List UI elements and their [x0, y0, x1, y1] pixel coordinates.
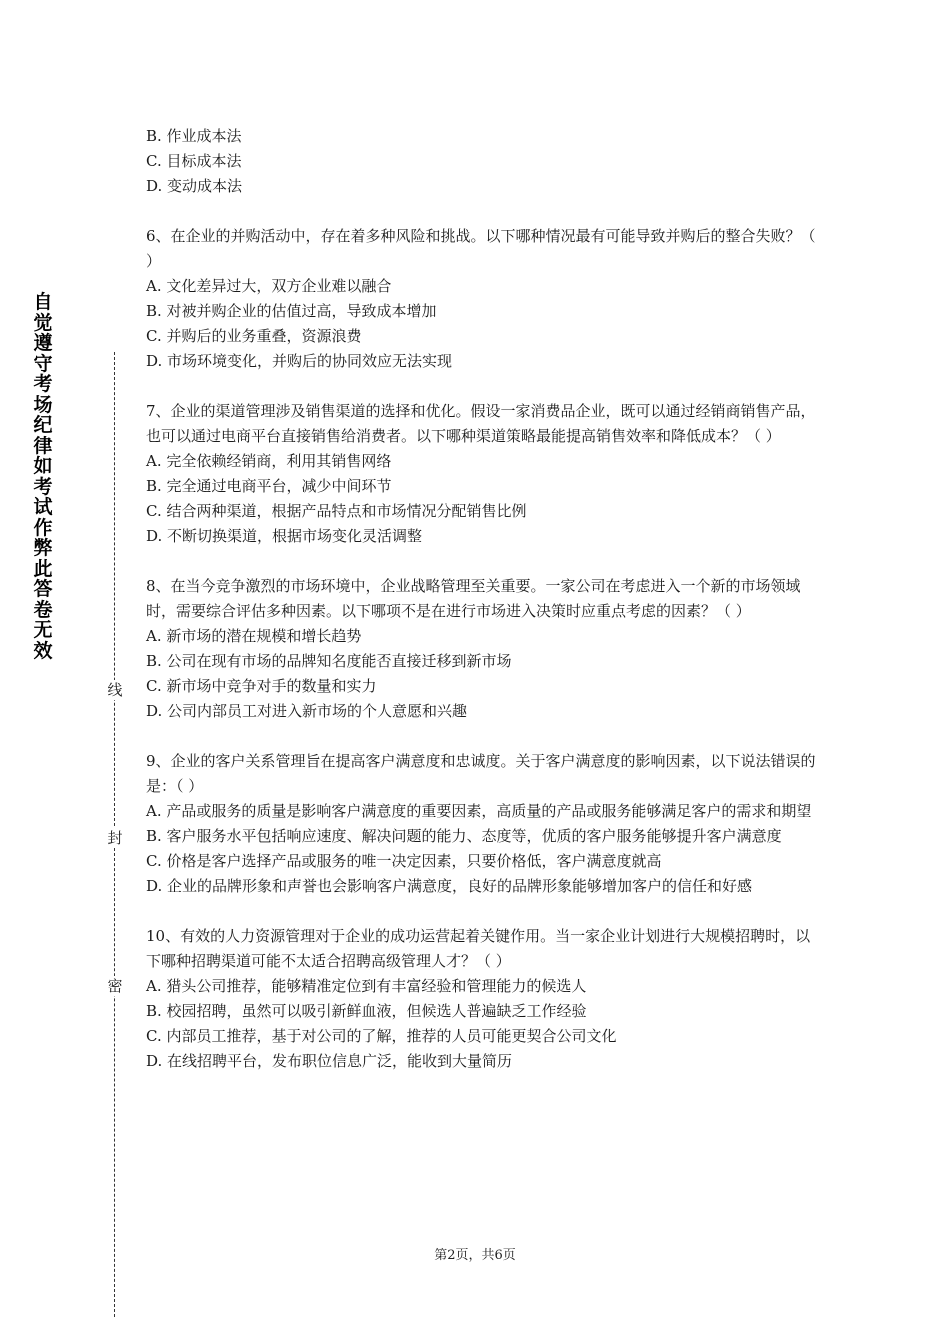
option: A. 文化差异过大，双方企业难以融合 — [146, 277, 392, 295]
warning-char: 卷 — [33, 598, 53, 621]
warning-char: 考 — [33, 373, 53, 395]
warning-char: 作 — [33, 516, 53, 539]
warning-char: 守 — [33, 352, 53, 375]
question-stem: 8、在当今竞争激烈的市场环境中，企业战略管理至关重要。一家公司在考虑进入一个新的市场领域时，需要综合评估多种因素。以下哪项不是在进行市场进入决策时应重点考虑的因素？（ ） — [146, 577, 801, 620]
warning-char: 如 — [33, 455, 53, 477]
option: B. 完全通过电商平台，减少中间环节 — [146, 477, 392, 495]
warning-char: 自 — [33, 291, 53, 313]
question-content — [146, 124, 816, 1074]
option: D. 公司内部员工对进入新市场的个人意愿和兴趣 — [146, 702, 468, 720]
warning-char: 效 — [33, 639, 53, 662]
warning-char: 律 — [33, 434, 53, 457]
warning-char: 答 — [33, 578, 53, 600]
warning-char: 试 — [33, 496, 53, 518]
exam-discipline-warning — [30, 292, 56, 661]
question-stem: 6、在企业的并购活动中，存在着多种风险和挑战。以下哪种情况最有可能导致并购后的整合失败？（ ） — [146, 227, 816, 270]
warning-char: 场 — [33, 393, 53, 416]
option: A. 完全依赖经销商，利用其销售网络 — [146, 452, 392, 470]
option: D. 企业的品牌形象和声誉也会影响客户满意度，良好的品牌形象能够增加客户的信任和好感 — [146, 877, 753, 895]
option: C. 结合两种渠道，根据产品特点和市场情况分配销售比例 — [146, 502, 527, 520]
option: B. 对被并购企业的估值过高，导致成本增加 — [146, 302, 437, 320]
question-6 — [146, 224, 816, 374]
question-stem: 7、企业的渠道管理涉及销售渠道的选择和优化。假设一家消费品企业，既可以通过经销商销售产品，也可以通过电商平台直接销售给消费者。以下哪种渠道策略最能提高销售效率和降低成本？（ ） — [146, 402, 816, 445]
warning-char: 无 — [33, 619, 53, 641]
question-9 — [146, 749, 816, 899]
option: D. 变动成本法 — [146, 177, 243, 195]
option: D. 不断切换渠道，根据市场变化灵活调整 — [146, 527, 423, 545]
option: B. 客户服务水平包括响应速度、解决问题的能力、态度等，优质的客户服务能够提升客户满意度 — [146, 827, 782, 845]
question-stem: 10、有效的人力资源管理对于企业的成功运营起着关键作用。当一家企业计划进行大规模招聘时，以下哪种招聘渠道可能不太适合招聘高级管理人才？（ ） — [146, 927, 811, 970]
option: C. 新市场中竞争对手的数量和实力 — [146, 677, 377, 695]
warning-char: 考 — [33, 475, 53, 498]
binding-label-feng: 封 — [105, 828, 125, 848]
option: B. 校园招聘，虽然可以吸引新鲜血液，但候选人普遍缺乏工作经验 — [146, 1002, 587, 1020]
warning-char: 觉 — [33, 311, 53, 334]
option: B. 公司在现有市场的品牌知名度能否直接迁移到新市场 — [146, 652, 512, 670]
continued-options — [146, 124, 816, 199]
option: C. 并购后的业务重叠，资源浪费 — [146, 327, 362, 345]
question-8 — [146, 574, 816, 724]
option: A. 产品或服务的质量是影响客户满意度的重要因素，高质量的产品或服务能够满足客户的需求和期望 — [146, 802, 812, 820]
option: A. 新市场的潜在规模和增长趋势 — [146, 627, 362, 645]
page-number: 第2页，共6页 — [434, 1248, 516, 1263]
question-stem: 9、企业的客户关系管理旨在提高客户满意度和忠诚度。关于客户满意度的影响因素，以下说法错误的是：（ ） — [146, 752, 816, 795]
binding-label-mi: 密 — [105, 976, 125, 996]
binding-label-xian: 线 — [105, 680, 125, 700]
warning-char: 遵 — [33, 332, 53, 354]
option: B. 作业成本法 — [146, 127, 242, 145]
option: A. 猎头公司推荐，能够精准定位到有丰富经验和管理能力的候选人 — [146, 977, 587, 995]
question-10 — [146, 924, 816, 1074]
option: C. 价格是客户选择产品或服务的唯一决定因素，只要价格低，客户满意度就高 — [146, 852, 662, 870]
option: D. 市场环境变化，并购后的协同效应无法实现 — [146, 352, 453, 370]
warning-char: 此 — [33, 557, 53, 580]
option: C. 目标成本法 — [146, 152, 242, 170]
warning-char: 纪 — [33, 414, 53, 436]
question-7 — [146, 399, 816, 549]
option: D. 在线招聘平台，发布职位信息广泛，能收到大量简历 — [146, 1052, 513, 1070]
option: C. 内部员工推荐，基于对公司的了解，推荐的人员可能更契合公司文化 — [146, 1027, 617, 1045]
warning-char: 弊 — [33, 537, 53, 559]
